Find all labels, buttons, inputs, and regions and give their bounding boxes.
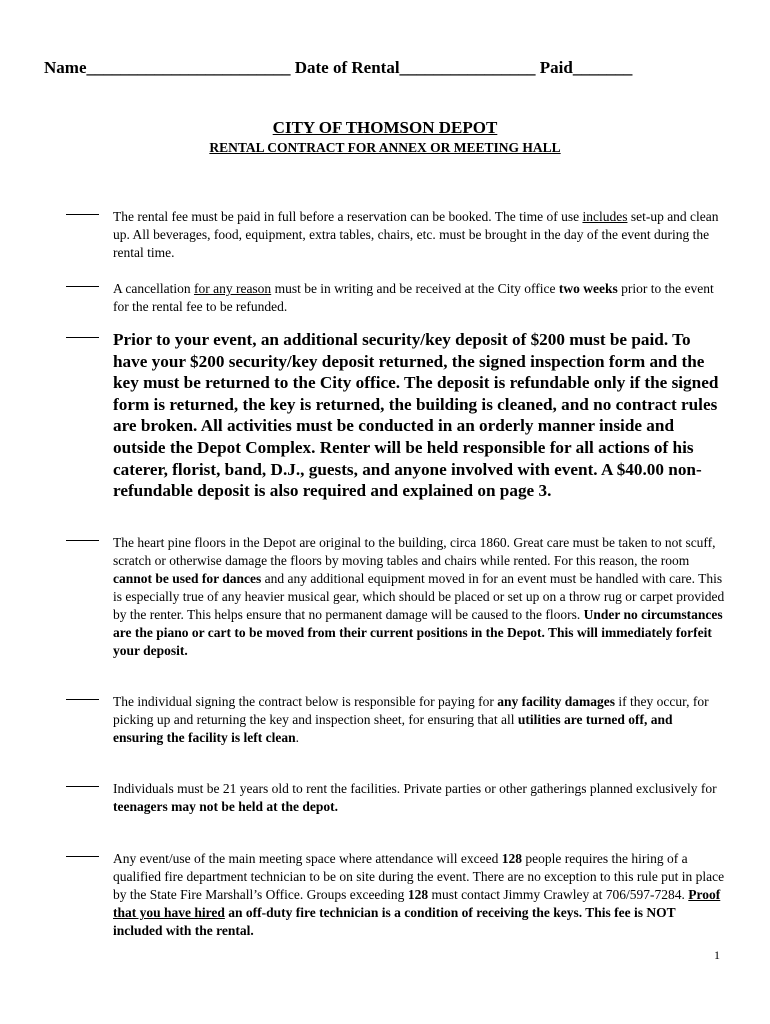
initial-line bbox=[66, 540, 99, 541]
clause-text: Individuals must be 21 years old to rent the facilities. Private parties or other gatherings planned exclusively for teenagers may not be held at the depot. bbox=[113, 781, 717, 814]
name-field-label: Name________________________ bbox=[44, 58, 291, 77]
initial-line bbox=[66, 214, 99, 215]
clause-text: Prior to your event, an additional security/key deposit of $200 must be paid. To have your $200 security/key deposit returned, the signed inspection form and the key must be returned to the City office. The deposit is refundable only if the signed form is returned, the key is returned, the building is cleaned, and no contract rules are broken. All activities must be conducted in an orderly manner inside and outside the Depot Complex. Renter will be held responsible for all actions of his caterer, florist, band, D.J., guests, and anyone involved with event. A $40.00 non-refundable deposit is also required and explained on page 3. bbox=[113, 330, 719, 501]
header-fields bbox=[44, 58, 734, 78]
initial-line bbox=[66, 856, 99, 857]
date-of-rental-field-label: Date of Rental________________ bbox=[294, 58, 536, 77]
clause-text: Any event/use of the main meeting space where attendance will exceed 128 people requires the hiring of a qualified fire department technician to be on site during the event. There are no exception to this rule put in place by the State Fire Marshall’s Office. Groups exceeding 128 must contact Jimmy Crawley at 706/597-7284. Proof that you have hired an off-duty fire technician is a condition of receiving the keys. This fee is NOT included with the rental. bbox=[113, 851, 725, 938]
initial-line bbox=[66, 286, 99, 287]
document-subtitle: RENTAL CONTRACT FOR ANNEX OR MEETING HALL bbox=[209, 140, 561, 155]
clause-text: The rental fee must be paid in full before a reservation can be booked. The time of use includes set-up and clean up. All beverages, food, equipment, extra tables, chairs, etc. must be brought in the day of the event during the rental time. bbox=[113, 209, 719, 260]
paid-field-label: Paid_______ bbox=[539, 58, 633, 77]
clause-text: The individual signing the contract below is responsible for paying for any facility damages if they occur, for picking up and returning the key and inspection sheet, for ensuring that all utilities are turned off, and ensuring the facility is left clean. bbox=[113, 694, 709, 745]
document-title: CITY OF THOMSON DEPOT bbox=[272, 118, 498, 137]
page-number: 1 bbox=[714, 948, 720, 962]
clause-text: A cancellation for any reason must be in writing and be received at the City office two weeks prior to the event for the rental fee to be refunded. bbox=[113, 281, 714, 314]
clause-text: The heart pine floors in the Depot are original to the building, circa 1860. Great care must be taken to not scuff, scratch or otherwise damage the floors by moving tables and chairs while rented. For this reason, the room cannot be used for dances and any additional equipment moved in for an event must be handled with care. This is especially true of any heavier musical gear, which should be placed or set up on a throw rug or carpet provided by the renter. This helps ensure that no permanent damage will be caused to the floors. Under no circumstances are the piano or cart to be moved from their current positions in the Depot. This will immediately forfeit your deposit. bbox=[113, 535, 725, 658]
initial-line bbox=[66, 786, 99, 787]
initial-line bbox=[66, 337, 99, 338]
initial-line bbox=[66, 699, 99, 700]
